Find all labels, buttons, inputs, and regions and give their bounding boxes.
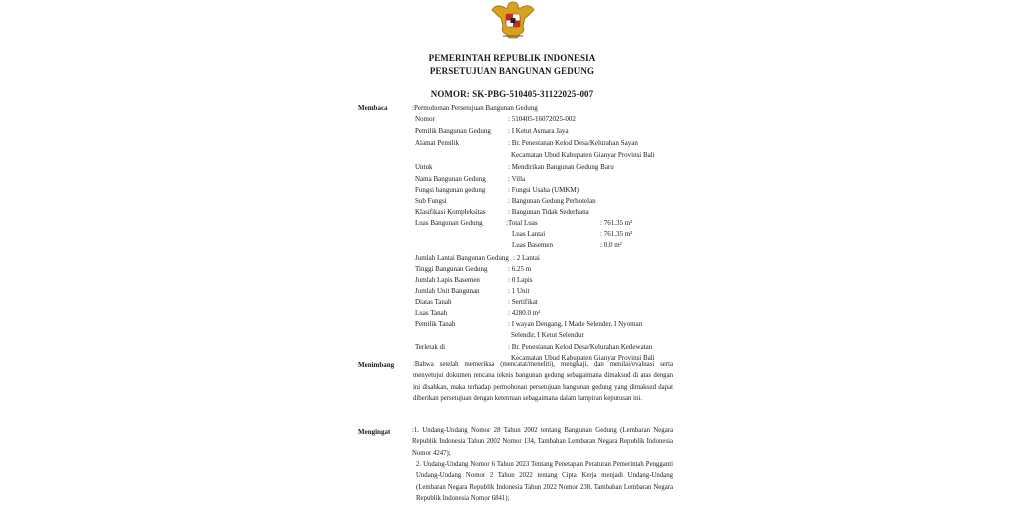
field-value: : I wayan Dengang, I Made Selender, I Nyoman xyxy=(508,320,643,328)
field-value: : I Ketut Asmara Jaya xyxy=(508,127,569,135)
field-label: Diatas Tanah xyxy=(415,298,452,306)
field-value: : 4280.0 m² xyxy=(508,309,541,317)
field-label: Klasifikasi Kompleksitas xyxy=(415,208,486,216)
field-label: Pemilik Bangunan Gedung xyxy=(415,127,491,135)
luas-sub-label: Luas Lantai xyxy=(512,230,546,238)
field-value: : 6.25 m xyxy=(508,265,532,273)
luas-sub-value: : 761.35 m² xyxy=(600,230,633,238)
mengingat-item-1: :1. Undang-Undang Nomor 28 Tahun 2002 tentang Bangunan Gedung (Lembaran Negara Republik Indonesia Tahun 2002 Nomor 134, Tambahan Lembaran Negara Republik Indonesia Nomor 4247); xyxy=(412,427,673,457)
section-label-mengingat: Mengingat xyxy=(358,428,391,436)
document-number: NOMOR: SK-PBG-510405-31122025-007 xyxy=(430,89,594,99)
field-value: : Br. Penestanan Kelod Desa/Kelurahan Kedewatan xyxy=(508,343,653,351)
field-value: : Fungsi Usaha (UMKM) xyxy=(508,186,579,194)
luas-sub-value: : 761.35 m² xyxy=(600,219,633,227)
field-label: Terletak di xyxy=(415,343,446,351)
garuda-emblem-icon xyxy=(491,0,535,40)
government-title: PEMERINTAH REPUBLIK INDONESIA xyxy=(428,53,596,63)
field-label: Nomor xyxy=(415,115,435,123)
field-value: : Br. Penestanan Kelod Desa/Kelurahan Sayan xyxy=(508,139,638,147)
field-value: : Villa xyxy=(508,175,526,183)
field-label: Pemilik Tanah xyxy=(415,320,456,328)
field-label: Jumlah Lantai Bangunan Gedung xyxy=(415,254,509,262)
field-label: Luas Bangunan Gedung xyxy=(415,219,483,227)
membaca-intro: :Permohonan Persetujuan Bangunan Gedung xyxy=(412,104,538,112)
field-value: : 2 Lantai xyxy=(513,254,540,262)
field-value: : 1 Unit xyxy=(508,287,530,295)
section-label-membaca: Membaca xyxy=(358,104,388,112)
field-value: : Sertifikat xyxy=(508,298,538,306)
field-label: Sub Fungsi xyxy=(415,197,447,205)
field-label: Fungsi bangunan gedung xyxy=(415,186,486,194)
field-value: : 510405-16072025-002 xyxy=(508,115,576,123)
field-value-continued: Selendir, I Ketut Selendur xyxy=(511,331,584,339)
field-value: : Bangunan Tidak Sederhana xyxy=(508,208,589,216)
section-label-menimbang: Menimbang xyxy=(358,361,395,369)
luas-sub-value: : 0.0 m² xyxy=(600,241,622,249)
field-label: Nama Bangunan Gedung xyxy=(415,175,486,183)
field-value: : Mendirikan Bangunan Gedung Baru xyxy=(508,163,614,171)
menimbang-text: :Bahwa setelah memeriksa (mencatat/meneliti), mengkaji, dan menilai/evaluasi serta menyetujui dokumen rencana teknis bangunan gedung sebagaimana dimaksud di atas dengan ini disahkan, maka terhadap permohonan persetujuan bangunan gedung yang dimaksud dapat diberikan persetujuan dengan ketentuan sebagaimana dalam lampiran keputusan ini. xyxy=(413,361,673,402)
field-value-continued: Kecamatan Ubud Kabupaten Gianyar Provinsi Bali xyxy=(511,354,655,362)
field-label: Jumlah Unit Bangunan xyxy=(415,287,480,295)
field-label: Jumlah Lapis Basemen xyxy=(415,276,480,284)
field-label: Alamat Pemilik xyxy=(415,139,460,147)
field-label: Luas Tanah xyxy=(415,309,448,317)
field-value: : Bangunan Gedung Perhotelan xyxy=(508,197,596,205)
luas-sub-label: Luas Basemen xyxy=(512,241,554,249)
luas-sub-label: :Total Luas xyxy=(506,219,538,227)
field-value: : 0 Lapis xyxy=(508,276,533,284)
field-value-continued: Kecamatan Ubud Kabupaten Gianyar Provinsi Bali xyxy=(511,151,655,159)
field-label: Tinggi Bangunan Gedung xyxy=(415,265,488,273)
mengingat-item-2: 2. Undang-Undang Nomor 6 Tahun 2023 Tentang Penetapan Peraturan Pemerintah Pengganti Undang-Undang Nomor 2 Tahun 2022 tentang Cipta Kerja menjadi Undang-Undang (Lembaran Negara Republik Indonesia Tahun 2022 Nomor 238, Tambahan Lembaran Negara Republik Indonesia Nomor 6841); xyxy=(416,461,673,502)
document-title: PERSETUJUAN BANGUNAN GEDUNG xyxy=(429,66,595,76)
field-label: Untuk xyxy=(415,163,433,171)
